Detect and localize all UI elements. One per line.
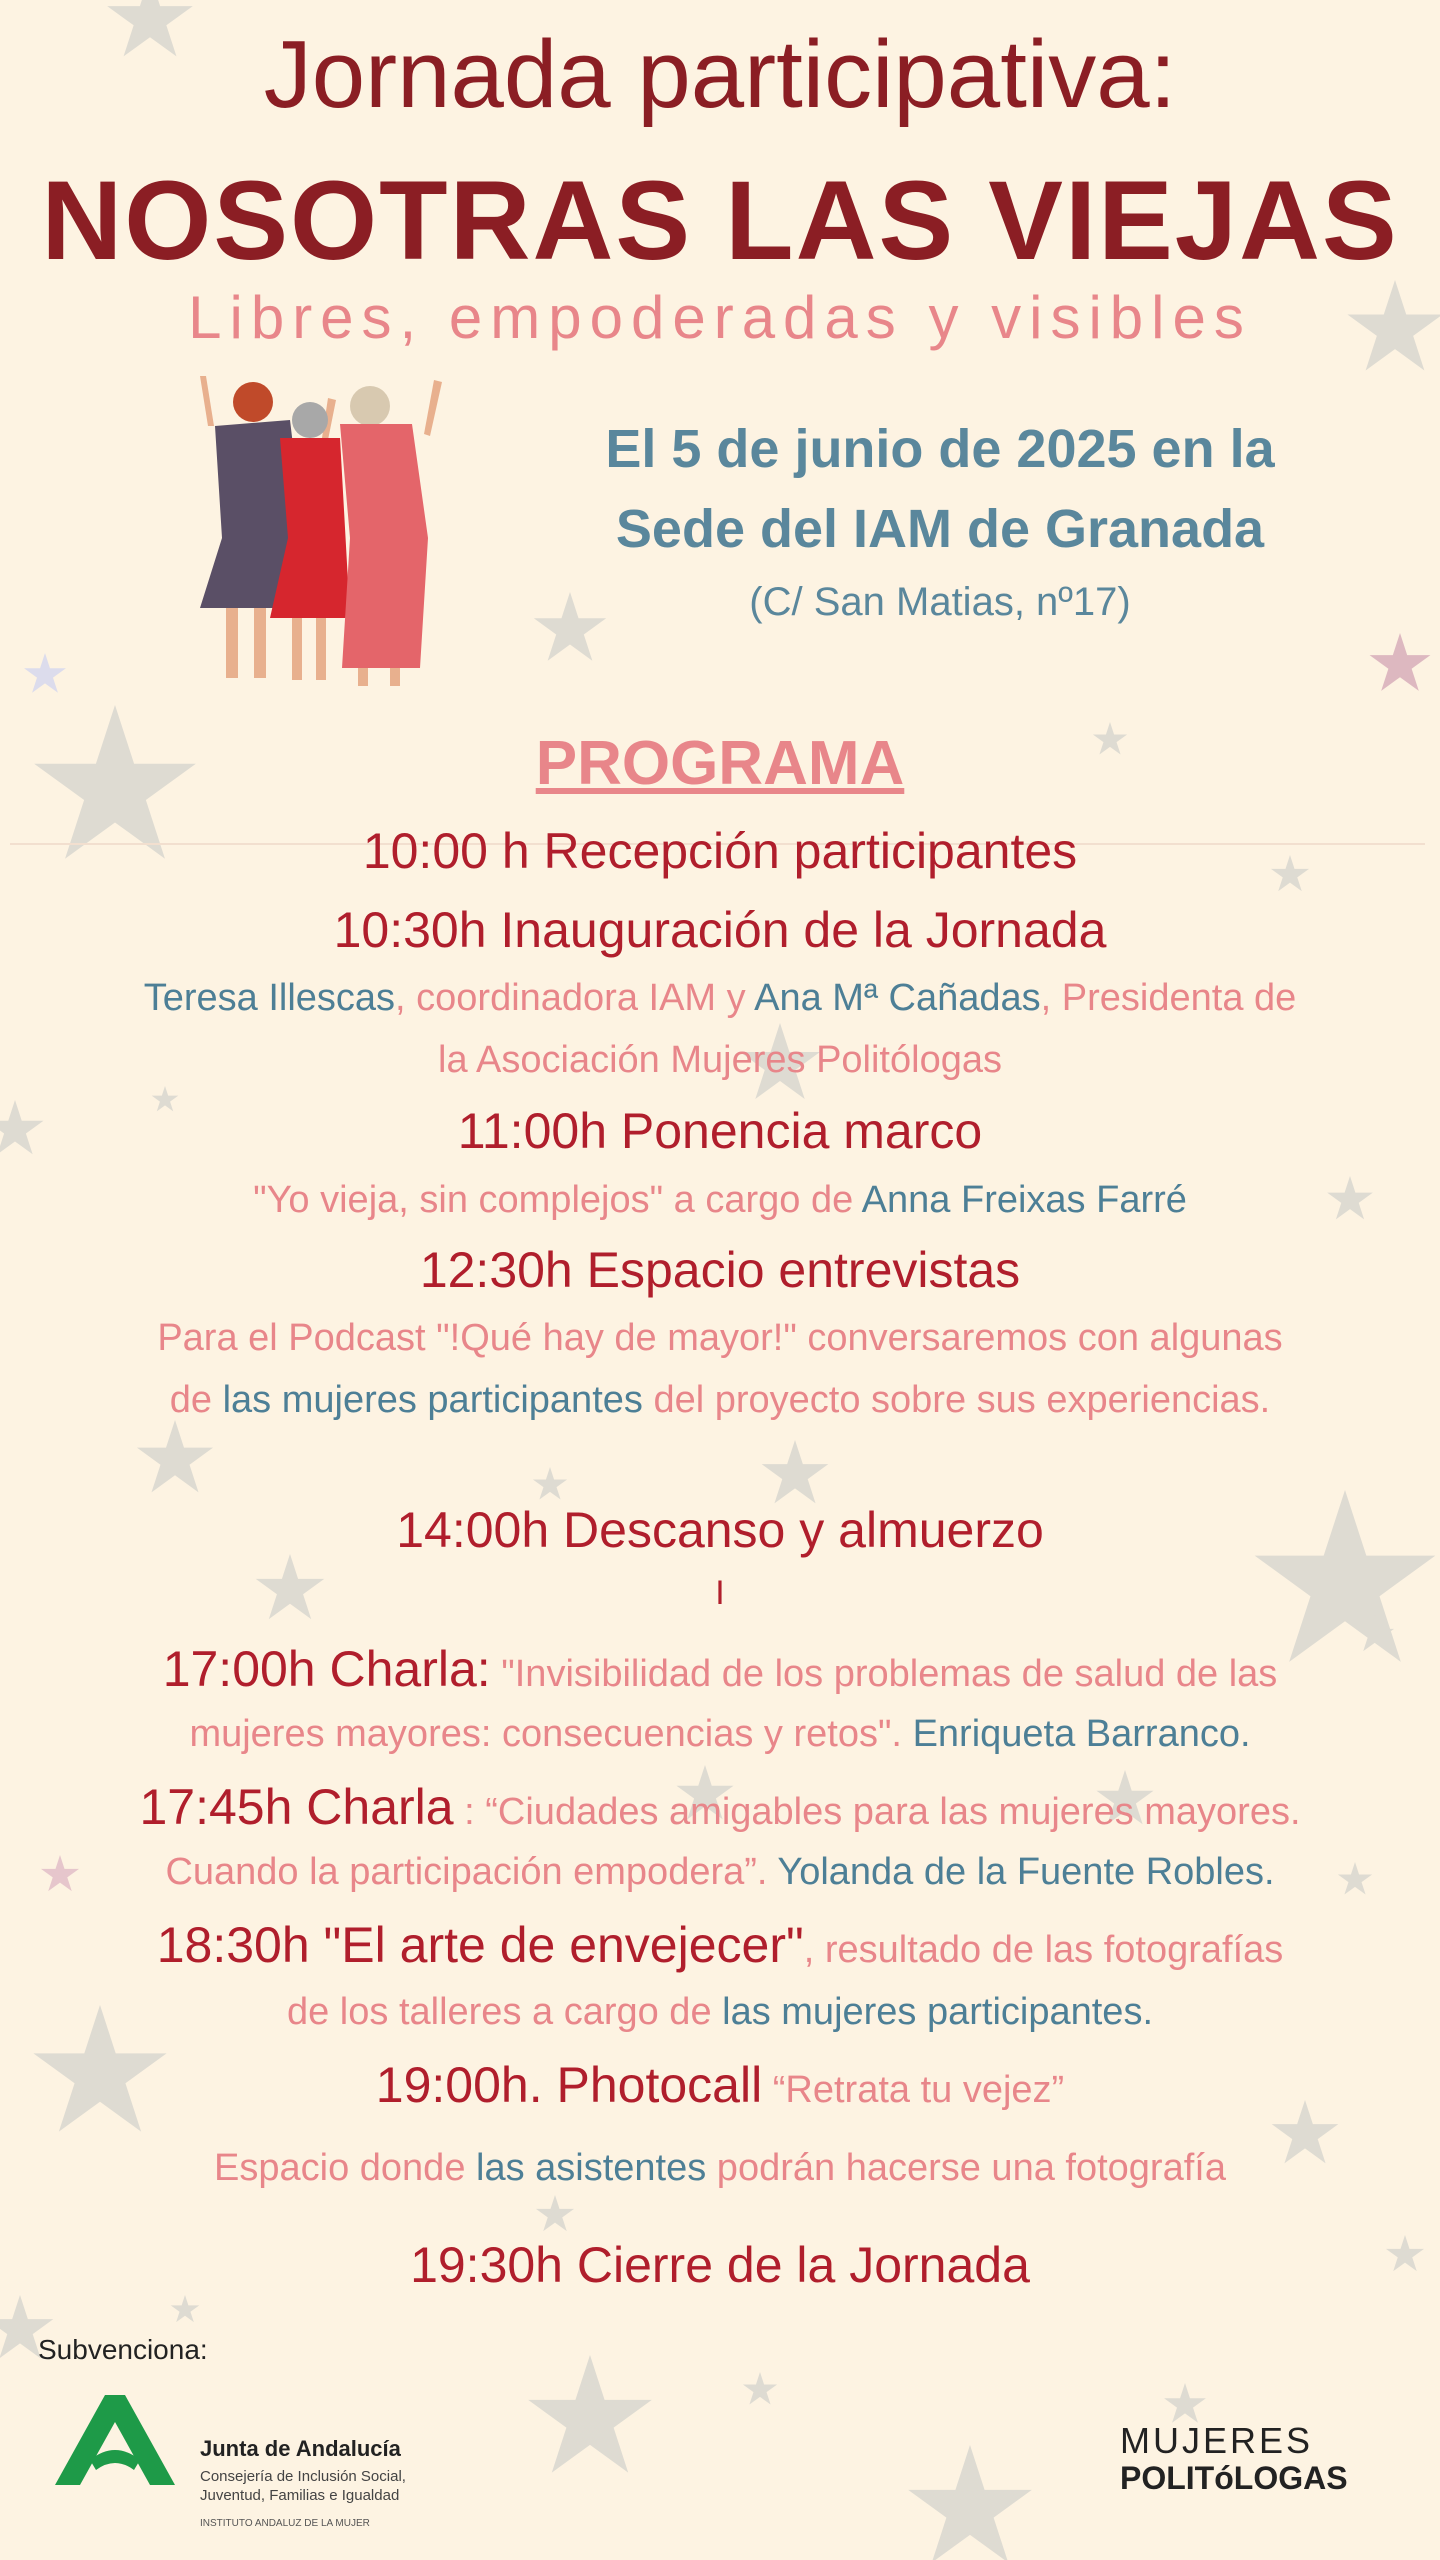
item-1700: 17:00h Charla: "Invisibilidad de los problemas de salud de las bbox=[162, 1641, 1278, 1697]
speaker-name: Ana Mª Cañadas bbox=[754, 977, 1041, 1019]
item-desc-1900: Espacio donde las asistentes podrán hacerse una fotografía bbox=[214, 2147, 1226, 2189]
item-time-1900: 19:00h. Photocall bbox=[375, 2057, 763, 2113]
event-address: (C/ San Matias, nº17) bbox=[749, 580, 1131, 624]
item-desc-1830: de los talleres a cargo de las mujeres participantes. bbox=[286, 1991, 1153, 2033]
speaker-name: Teresa Illescas bbox=[143, 977, 396, 1019]
item-time-1000: 10:00 h Recepción participantes bbox=[362, 823, 1078, 879]
item-1900: 19:00h. Photocall “Retrata tu vejez” bbox=[375, 2057, 1065, 2113]
text-cursor-mark: I bbox=[715, 1574, 725, 1612]
title-line-2: NOSOTRAS LAS VIEJAS bbox=[41, 158, 1399, 283]
item-desc-1030: Teresa Illescas, coordinadora IAM y Ana Mª Cañadas, Presidenta de bbox=[143, 977, 1297, 1019]
item-desc-1100: "Yo vieja, sin complejos" a cargo de Anna Freixas Farré bbox=[253, 1179, 1187, 1221]
speaker-name: Anna Freixas Farré bbox=[861, 1179, 1187, 1221]
item-time-1830: 18:30h "El arte de envejecer" bbox=[156, 1917, 804, 1973]
junta-andalucia-logo bbox=[50, 2390, 450, 2540]
subvenciona-label: Subvenciona: bbox=[38, 2334, 208, 2365]
speaker-name: Enriqueta Barranco. bbox=[912, 1713, 1251, 1755]
item-desc-1745: Cuando la participación empodera”. Yolanda de la Fuente Robles. bbox=[165, 1851, 1275, 1893]
event-date: El 5 de junio de 2025 en la bbox=[605, 419, 1275, 479]
subtitle: Libres, empoderadas y visibles bbox=[188, 284, 1252, 351]
item-time-1100: 11:00h Ponencia marco bbox=[457, 1103, 983, 1159]
item-time-1700: 17:00h Charla: bbox=[162, 1641, 491, 1697]
junta-dept-line2: Juventud, Familias e Igualdad bbox=[200, 2487, 400, 2504]
title-line-1: Jornada participativa: bbox=[263, 21, 1177, 128]
junta-name: Junta de Andalucía bbox=[200, 2436, 401, 2461]
item-desc-1700: mujeres mayores: consecuencias y retos". Enriqueta Barranco. bbox=[189, 1713, 1251, 1755]
item-1745: 17:45h Charla : “Ciudades amigables para las mujeres mayores. bbox=[139, 1779, 1301, 1835]
junta-institute: INSTITUTO ANDALUZ DE LA MUJER bbox=[200, 2518, 370, 2529]
item-time-1930: 19:30h Cierre de la Jornada bbox=[410, 2237, 1030, 2293]
junta-andalucia-icon bbox=[50, 2390, 180, 2500]
mp-line1: MUJERES bbox=[1120, 2420, 1314, 2461]
item-desc-1030-line2: la Asociación Mujeres Politólogas bbox=[438, 1039, 1002, 1081]
item-desc-1230-line2: de las mujeres participantes del proyecto sobre sus experiencias. bbox=[169, 1379, 1271, 1421]
speaker-name: Yolanda de la Fuente Robles. bbox=[777, 1851, 1275, 1893]
item-time-1745: 17:45h Charla bbox=[139, 1779, 454, 1835]
event-venue: Sede del IAM de Granada bbox=[615, 499, 1265, 559]
junta-dept-line1: Consejería de Inclusión Social, bbox=[200, 2468, 406, 2485]
item-desc-1230: Para el Podcast "!Qué hay de mayor!" conversaremos con algunas bbox=[157, 1317, 1283, 1359]
programa-heading: PROGRAMA bbox=[535, 729, 905, 798]
item-time-1400: 14:00h Descanso y almuerzo bbox=[396, 1502, 1044, 1558]
item-time-1230: 12:30h Espacio entrevistas bbox=[419, 1242, 1021, 1298]
women-illustration bbox=[180, 368, 460, 698]
item-1830: 18:30h "El arte de envejecer", resultado de las fotografías bbox=[156, 1917, 1284, 1973]
mujeres-politologas-logo bbox=[1100, 2420, 1360, 2510]
mp-line2: POLITóLOGAS bbox=[1120, 2460, 1348, 2496]
item-time-1030: 10:30h Inauguración de la Jornada bbox=[333, 902, 1107, 958]
